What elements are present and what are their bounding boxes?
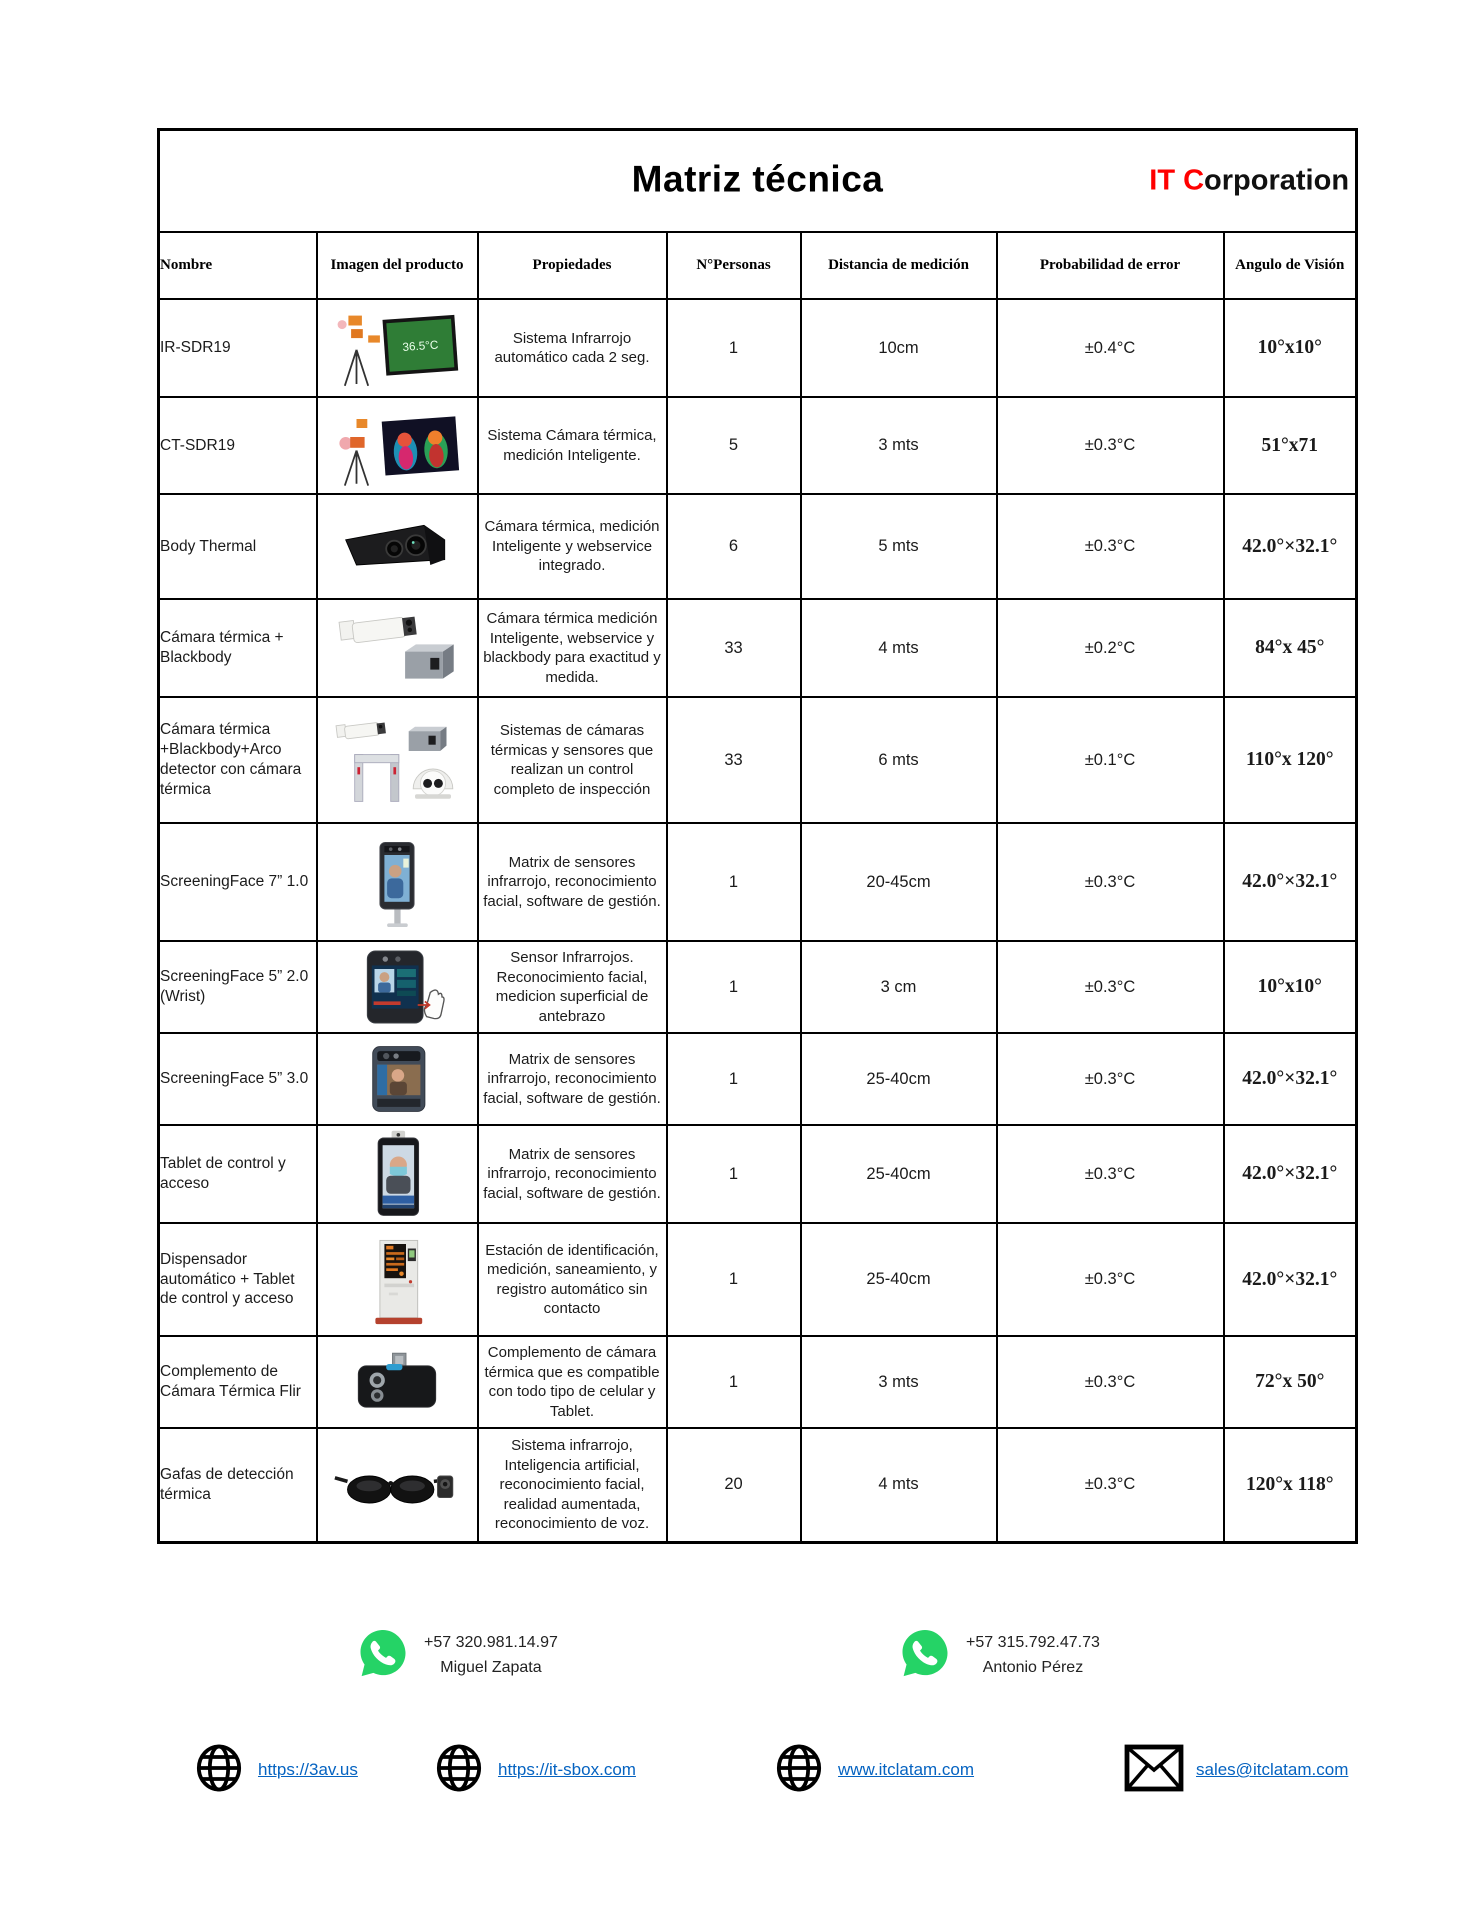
product-persons: 1 (667, 823, 801, 941)
website-link[interactable]: https://it-sbox.com (498, 1760, 636, 1779)
column-header-n-personas: N°Personas (667, 232, 801, 299)
product-distance: 25-40cm (801, 1125, 997, 1223)
product-persons: 1 (667, 1125, 801, 1223)
product-properties: Sistema Cámara térmica, medición Inteligente. (478, 397, 667, 494)
product-properties: Cámara térmica, medición Inteligente y webservice integrado. (478, 494, 667, 599)
wrist-screening-tablet-image (317, 941, 478, 1033)
product-row (159, 697, 1357, 823)
product-name: ScreeningFace 7” 1.0 (159, 823, 317, 941)
product-angle: 42.0°×32.1° (1224, 1033, 1357, 1125)
product-angle: 120°x 118° (1224, 1428, 1357, 1542)
product-persons: 6 (667, 494, 801, 599)
contact-phone: +57 315.792.47.73 (966, 1633, 1100, 1651)
product-distance: 4 mts (801, 1428, 997, 1542)
product-properties: Matrix de sensores infrarrojo, reconocimiento facial, software de gestión. (478, 1033, 667, 1125)
product-angle: 110°x 120° (1224, 697, 1357, 823)
product-name: CT-SDR19 (159, 397, 317, 494)
page-title: Matriz técnica (631, 158, 884, 200)
dispenser-kiosk-image (317, 1223, 478, 1336)
product-row (159, 1033, 1357, 1125)
product-persons: 1 (667, 1033, 801, 1125)
product-name: Cámara térmica +Blackbody+Arco detector con cámara térmica (159, 697, 317, 823)
product-error: ±0.2°C (997, 599, 1224, 697)
product-error: ±0.3°C (997, 1428, 1224, 1542)
product-error: ±0.1°C (997, 697, 1224, 823)
product-distance: 6 mts (801, 697, 997, 823)
camera-blackbody-arch-dome-image (317, 697, 478, 823)
product-name: ScreeningFace 5” 3.0 (159, 1033, 317, 1125)
column-header-angulo-de-vision: Angulo de Visión (1224, 232, 1357, 299)
website-link-item (432, 1740, 636, 1800)
column-header-distancia-de-medicion: Distancia de medición (801, 232, 997, 299)
globe-icon (772, 1740, 826, 1801)
thermal-glasses-image (317, 1428, 478, 1542)
product-persons: 5 (667, 397, 801, 494)
product-properties: Cámara térmica medición Inteligente, webservice y blackbody para exactitud y medida. (478, 599, 667, 697)
contact-name: Miguel Zapata (440, 1658, 542, 1676)
whatsapp-contact-block (898, 1626, 1100, 1685)
product-name: Gafas de detección térmica (159, 1428, 317, 1542)
product-row (159, 1428, 1357, 1542)
product-error: ±0.4°C (997, 299, 1224, 397)
product-properties: Sensor Infrarrojos. Reconocimiento facial, medicion superficial de antebrazo (478, 941, 667, 1033)
product-angle: 42.0°×32.1° (1224, 1125, 1357, 1223)
envelope-icon (1124, 1744, 1184, 1797)
column-header-imagen-del-producto: Imagen del producto (317, 232, 478, 299)
product-name: Dispensador automático + Tablet de control y acceso (159, 1223, 317, 1336)
column-header-nombre: Nombre (159, 232, 317, 299)
product-persons: 33 (667, 599, 801, 697)
access-control-tablet-image (317, 1125, 478, 1223)
whatsapp-icon (898, 1626, 952, 1685)
email-link[interactable]: sales@itclatam.com (1196, 1760, 1349, 1779)
product-properties: Matrix de sensores infrarrojo, reconocimiento facial, software de gestión. (478, 823, 667, 941)
product-row (159, 494, 1357, 599)
column-header-probabilidad-de-error: Probabilidad de error (997, 232, 1224, 299)
product-angle: 51°x71 (1224, 397, 1357, 494)
product-angle: 10°x10° (1224, 299, 1357, 397)
whatsapp-contact-block (356, 1626, 558, 1685)
product-persons: 1 (667, 941, 801, 1033)
product-error: ±0.3°C (997, 397, 1224, 494)
product-properties: Complemento de cámara térmica que es compatible con todo tipo de celular y Tablet. (478, 1336, 667, 1428)
contact-phone: +57 320.981.14.97 (424, 1633, 558, 1651)
product-persons: 33 (667, 697, 801, 823)
product-error: ±0.3°C (997, 1223, 1224, 1336)
company-logo (1149, 165, 1349, 198)
product-distance: 10cm (801, 299, 997, 397)
product-distance: 3 mts (801, 397, 997, 494)
column-header-row (159, 232, 1357, 299)
product-angle: 42.0°×32.1° (1224, 494, 1357, 599)
title-row (159, 130, 1357, 233)
product-row (159, 941, 1357, 1033)
product-row (159, 823, 1357, 941)
product-distance: 4 mts (801, 599, 997, 697)
globe-icon (192, 1740, 246, 1801)
product-angle: 42.0°×32.1° (1224, 1223, 1357, 1336)
product-persons: 1 (667, 1223, 801, 1336)
product-name: Complemento de Cámara Térmica Flir (159, 1336, 317, 1428)
product-properties: Sistema infrarrojo, Inteligencia artificial, reconocimiento facial, realidad aumentada, reconocimiento de voz. (478, 1428, 667, 1542)
logo-red-part: IT C (1149, 164, 1205, 197)
product-name: ScreeningFace 5” 2.0 (Wrist) (159, 941, 317, 1033)
logo-black-part: orporation (1204, 164, 1350, 197)
website-link-item (192, 1740, 358, 1800)
matrix-table (157, 128, 1358, 1544)
product-properties: Sistema Infrarrojo automático cada 2 seg. (478, 299, 667, 397)
product-name: Cámara térmica + Blackbody (159, 599, 317, 697)
matrix-table-body (159, 299, 1357, 1542)
product-distance: 5 mts (801, 494, 997, 599)
tripod-thermal-camera-monitor-image (317, 397, 478, 494)
email-link-item (1124, 1740, 1348, 1800)
product-error: ±0.3°C (997, 941, 1224, 1033)
website-link-item (772, 1740, 974, 1800)
product-distance: 20-45cm (801, 823, 997, 941)
product-persons: 1 (667, 299, 801, 397)
flir-camera-attachment-image (317, 1336, 478, 1428)
product-row (159, 397, 1357, 494)
product-persons: 1 (667, 1336, 801, 1428)
website-link[interactable]: https://3av.us (258, 1760, 358, 1779)
product-row (159, 599, 1357, 697)
product-properties: Sistemas de cámaras térmicas y sensores que realizan un control completo de inspección (478, 697, 667, 823)
globe-icon (432, 1740, 486, 1801)
black-bullet-thermal-camera-image (317, 494, 478, 599)
product-error: ±0.3°C (997, 1033, 1224, 1125)
product-row (159, 1336, 1357, 1428)
website-link[interactable]: www.itclatam.com (838, 1760, 975, 1779)
product-distance: 25-40cm (801, 1223, 997, 1336)
product-angle: 42.0°×32.1° (1224, 823, 1357, 941)
product-distance: 25-40cm (801, 1033, 997, 1125)
face-screening-kiosk-image (317, 823, 478, 941)
product-name: Body Thermal (159, 494, 317, 599)
product-error: ±0.3°C (997, 823, 1224, 941)
product-angle: 72°x 50° (1224, 1336, 1357, 1428)
product-row (159, 299, 1357, 397)
product-angle: 10°x10° (1224, 941, 1357, 1033)
product-name: IR-SDR19 (159, 299, 317, 397)
product-error: ±0.3°C (997, 1336, 1224, 1428)
product-distance: 3 cm (801, 941, 997, 1033)
whatsapp-icon (356, 1626, 410, 1685)
product-properties: Matrix de sensores infrarrojo, reconocimiento facial, software de gestión. (478, 1125, 667, 1223)
product-properties: Estación de identificación, medición, saneamiento, y registro automático sin contacto (478, 1223, 667, 1336)
product-row (159, 1125, 1357, 1223)
contact-name: Antonio Pérez (982, 1658, 1084, 1676)
column-header-propiedades: Propiedades (478, 232, 667, 299)
product-row (159, 1223, 1357, 1336)
product-persons: 20 (667, 1428, 801, 1542)
product-error: ±0.3°C (997, 1125, 1224, 1223)
product-name: Tablet de control y acceso (159, 1125, 317, 1223)
wall-screening-device-image (317, 1033, 478, 1125)
white-bullet-camera-blackbody-image (317, 599, 478, 697)
product-distance: 3 mts (801, 1336, 997, 1428)
product-angle: 84°x 45° (1224, 599, 1357, 697)
svg-text:36.5°C: 36.5°C (402, 338, 439, 354)
product-error: ±0.3°C (997, 494, 1224, 599)
tripod-ir-sensor-green-monitor-image (317, 299, 478, 397)
